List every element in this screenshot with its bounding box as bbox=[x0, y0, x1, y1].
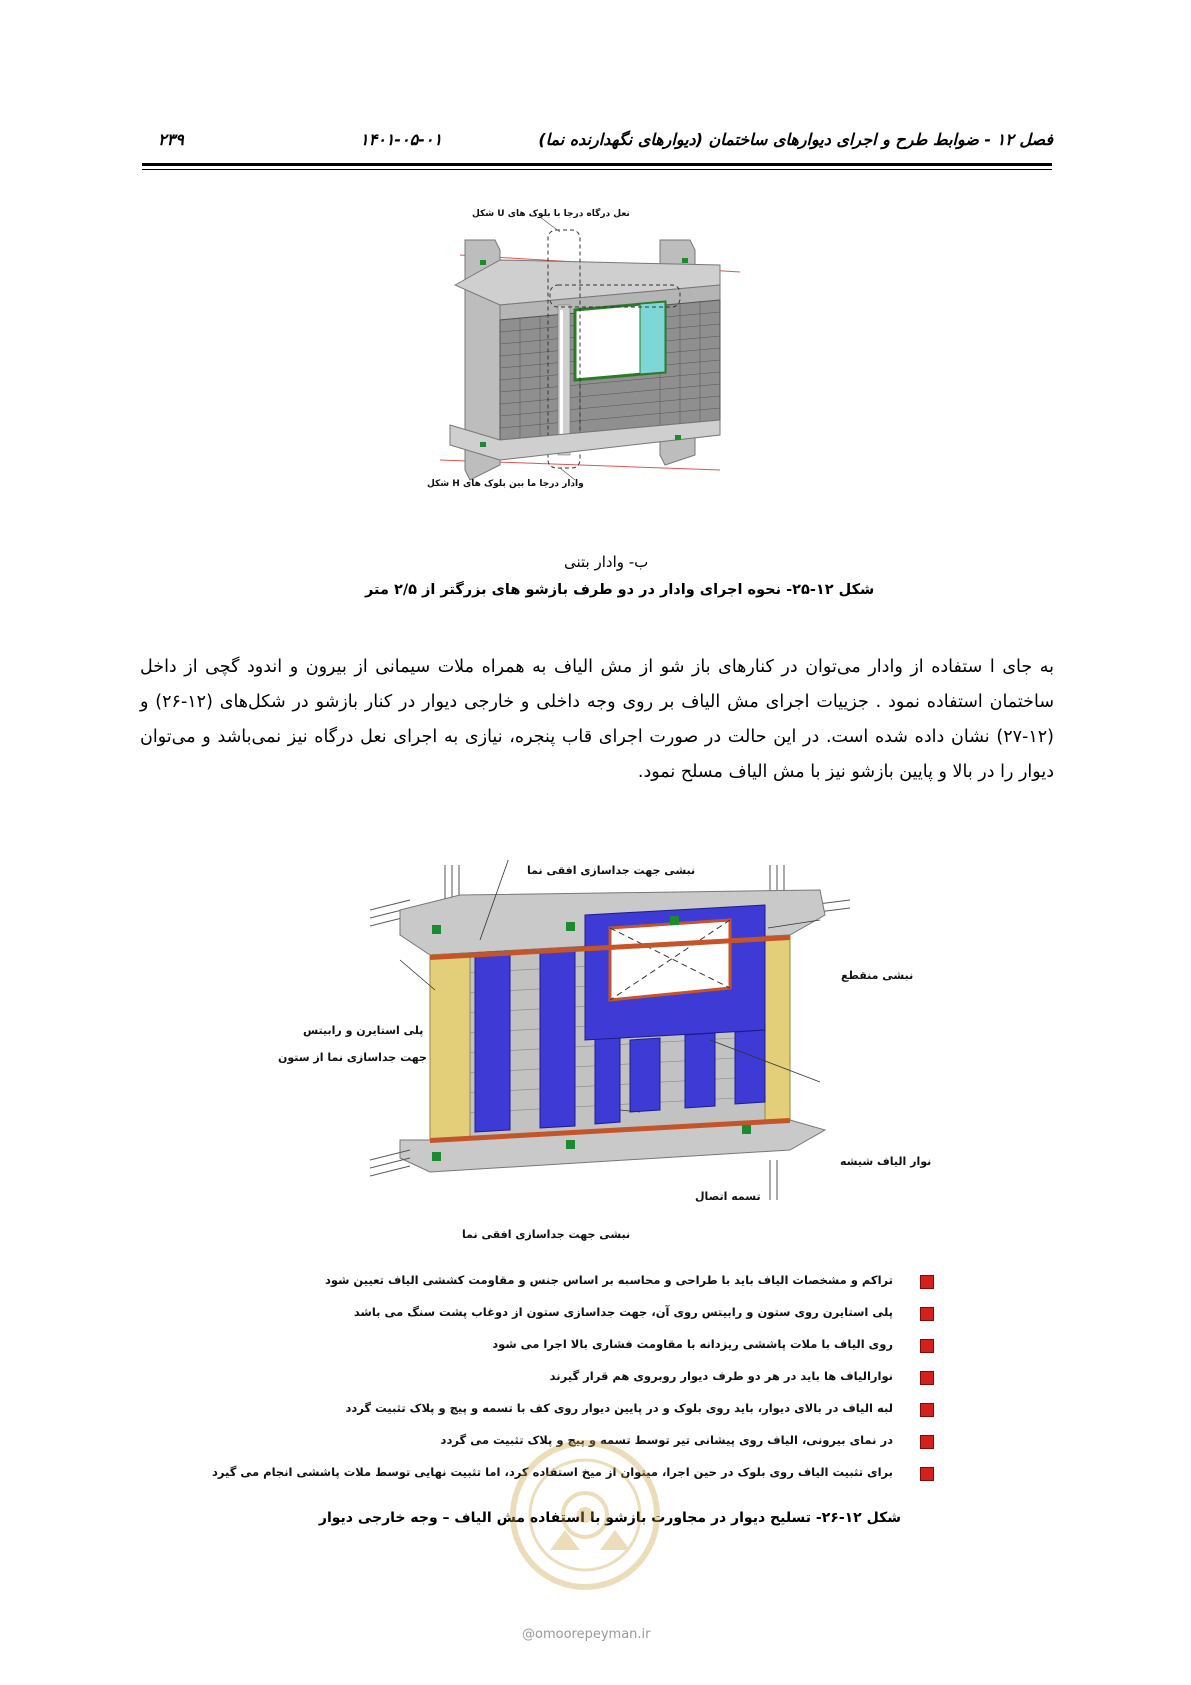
note-6: در نمای بیرونی، الیاف روی پیشانی تیر توسط تسمه و پیچ و پلاک تثبیت می گردد bbox=[440, 1433, 893, 1447]
note-3: روی الیاف با ملات پاششی ریزدانه با مقاومت فشاری بالا اجرا می شود bbox=[492, 1337, 893, 1351]
fig2-label-angle-top: نبشی جهت جداسازی افقی نما bbox=[527, 864, 696, 877]
fiber-mesh-figure bbox=[370, 860, 850, 1220]
body-paragraph: به جای ا ستفاده از وادار می‌توان در کنارهای باز شو از مش الیاف به همراه ملات سیمانی از بیرون و اندود گچی از داخل ساختمان استفاده نمود . جزییات اجرای مش الیاف بر روی وجه داخلی و خارجی دیوار در کنار بازشو در شکل‌های (۱۲-۲۶) و (۱۲-۲۷) نشان داده شده است. در این حالت در صورت اجرای قاب پنجره، نیازی به اجرای نعل درگاه نیز نمی‌باشد و می‌توان دیوار را در بالا و پایین بازشو نیز با مش الیاف مسلح نمود. bbox=[140, 657, 1054, 782]
fig2-label-polystyrene-2: جهت جداسازی نما از ستون bbox=[278, 1051, 427, 1064]
fig1-caption: شکل ۱۲-۲۵- نحوه اجرای وادار در دو طرف بازشو های بزرگتر از ۲/۵ متر bbox=[365, 582, 875, 598]
watermark-seal-icon bbox=[505, 1430, 665, 1600]
fig2-label-polystyrene: پلی استایرن و رابیتس bbox=[303, 1024, 424, 1037]
fig2-label-fiber-strip: نوار الیاف شیشه bbox=[840, 1155, 932, 1168]
fig1-subcaption: ب- وادار بتنی bbox=[564, 553, 649, 571]
chapter-title: فصل ۱۲ - ضوابط طرح و اجرای دیوارهای ساختمان (دیوارهای نگهدارنده نما) bbox=[538, 130, 1053, 149]
bullet-icon bbox=[920, 1435, 934, 1449]
fig2-label-angle-broken: نبشی منقطع bbox=[841, 969, 914, 982]
bullet-icon bbox=[920, 1307, 934, 1321]
note-5: لبه الیاف در بالای دیوار، باید روی بلوک و در پایین دیوار روی کف با تسمه و پیچ و پلاک تثبیت گردد bbox=[345, 1401, 893, 1415]
bullet-icon bbox=[920, 1371, 934, 1385]
bullet-icon bbox=[920, 1275, 934, 1289]
page-number: ۲۳۹ bbox=[158, 130, 184, 149]
bullet-icon bbox=[920, 1467, 934, 1481]
note-1: تراکم و مشخصات الیاف باید با طراحی و محاسبه بر اساس جنس و مقاومت کششی الیاف تعیین شود bbox=[325, 1273, 893, 1287]
header-date: ۱۴۰۱-۰۵-۰۱ bbox=[360, 130, 443, 149]
fig2-label-angle-bottom: نبشی جهت جداسازی افقی نما bbox=[462, 1228, 631, 1241]
bullet-icon bbox=[920, 1339, 934, 1353]
note-7: برای تثبیت الیاف روی بلوک در حین اجرا، میتوان از میخ استفاده کرد، اما تثبیت نهایی توسط ملات پاششی انجام می گیرد bbox=[211, 1465, 893, 1479]
note-4: نوارالیاف ها باید در هر دو طرف دیوار روبروی هم قرار گیرند bbox=[549, 1369, 893, 1383]
watermark-site: @omoorepeyman.ir bbox=[522, 1627, 651, 1642]
fig2-caption: شکل ۱۲-۲۶- تسلیح دیوار در مجاورت بازشو با استفاده مش الیاف – وجه خارجی دیوار bbox=[318, 1510, 901, 1526]
fig1-label-post: وادار درجا ما بین بلوک های H شکل bbox=[427, 479, 584, 489]
fig2-label-strap: تسمه اتصال bbox=[695, 1190, 761, 1203]
header-rule-thin bbox=[142, 169, 1052, 170]
header-rule bbox=[142, 163, 1052, 166]
note-2: پلی استایرن روی ستون و رابیتس روی آن، جهت جداسازی ستون از دوغاب پشت سنگ می باشد bbox=[353, 1305, 893, 1319]
bullet-icon bbox=[920, 1403, 934, 1417]
fig1-label-lintel: نعل درگاه درجا با بلوک های U شکل bbox=[472, 209, 630, 219]
